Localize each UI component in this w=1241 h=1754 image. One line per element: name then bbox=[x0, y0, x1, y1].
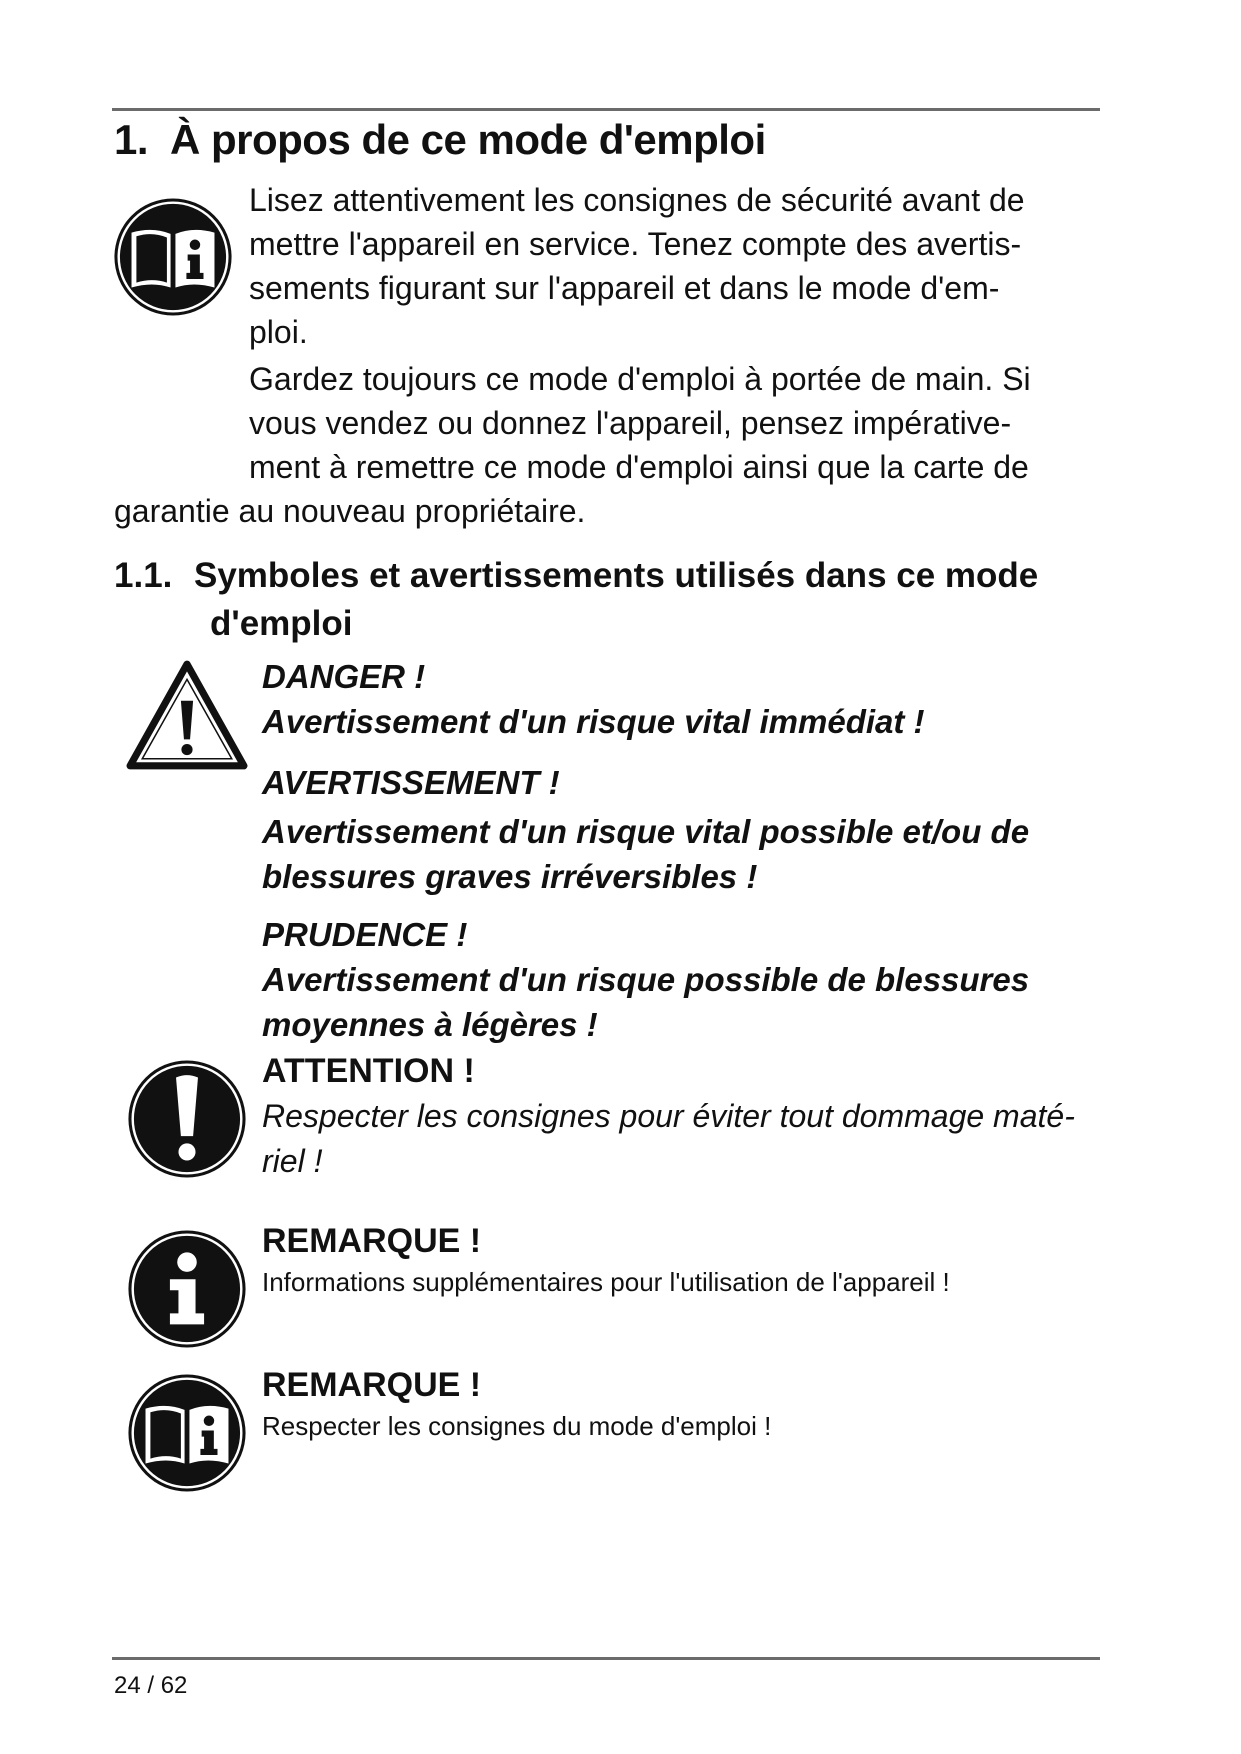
intro-line: Lisez attentivement les consignes de sécurité avant de bbox=[249, 182, 1025, 218]
danger-text: Avertissement d'un risque vital immédiat ! bbox=[262, 703, 925, 740]
section-1-number: 1. bbox=[114, 116, 149, 163]
info-circle-icon bbox=[126, 1228, 248, 1350]
attention-text: riel ! bbox=[262, 1143, 323, 1179]
section-1-title: À propos de ce mode d'emploi bbox=[170, 116, 766, 163]
intro-line: sements figurant sur l'appareil et dans le mode d'em- bbox=[249, 270, 1000, 306]
exclamation-circle-icon bbox=[126, 1058, 248, 1180]
keep-line: Gardez toujours ce mode d'emploi à portée de main. Si bbox=[249, 361, 1031, 397]
section-1-1-title-line1: Symboles et avertissements utilisés dans ce mode bbox=[194, 556, 1039, 595]
attention-text: Respecter les consignes pour éviter tout dommage maté- bbox=[262, 1098, 1075, 1134]
section-1-1-number: 1.1. bbox=[114, 556, 173, 595]
danger-label: DANGER ! bbox=[262, 658, 426, 695]
intro-line: ploi. bbox=[249, 314, 308, 350]
caution-text: moyennes à légères ! bbox=[262, 1006, 598, 1043]
attention-label: ATTENTION ! bbox=[262, 1052, 475, 1090]
top-rule bbox=[112, 108, 1100, 111]
warning-text: blessures graves irréversibles ! bbox=[262, 858, 758, 895]
note-manual-block bbox=[262, 1362, 1102, 1444]
bottom-rule bbox=[112, 1657, 1100, 1660]
manual-info-icon bbox=[126, 1372, 248, 1494]
note-manual-text: Respecter les consignes du mode d'emploi ! bbox=[262, 1411, 772, 1441]
keep-line: ment à remettre ce mode d'emploi ainsi que la carte de bbox=[249, 449, 1029, 485]
section-1-1-title-line2: d'emploi bbox=[210, 604, 353, 643]
attention-block bbox=[262, 1048, 1102, 1184]
warning-triangle-icon bbox=[126, 660, 248, 770]
section-1-heading bbox=[114, 116, 766, 164]
section-1-1-heading bbox=[114, 552, 1038, 648]
warning-text: Avertissement d'un risque vital possible et/ou de bbox=[262, 813, 1030, 850]
warning-label: AVERTISSEMENT ! bbox=[262, 764, 560, 801]
caution-label: PRUDENCE ! bbox=[262, 916, 468, 953]
keep-line: garantie au nouveau propriétaire. bbox=[114, 493, 586, 529]
intro-paragraphs bbox=[114, 178, 1100, 533]
note-info-text: Informations supplémentaires pour l'utilisation de l'appareil ! bbox=[262, 1267, 950, 1297]
caution-text: Avertissement d'un risque possible de blessures bbox=[262, 961, 1030, 998]
warning-block bbox=[262, 760, 1102, 899]
note-manual-label: REMARQUE ! bbox=[262, 1366, 482, 1404]
danger-block bbox=[262, 654, 1102, 744]
note-info-block bbox=[262, 1218, 1102, 1300]
caution-block bbox=[262, 912, 1102, 1047]
intro-line: mettre l'appareil en service. Tenez compte des avertis- bbox=[249, 226, 1022, 262]
keep-line: vous vendez ou donnez l'appareil, pensez impérative- bbox=[249, 405, 1012, 441]
note-info-label: REMARQUE ! bbox=[262, 1222, 482, 1260]
page-number: 24 / 62 bbox=[114, 1672, 188, 1699]
